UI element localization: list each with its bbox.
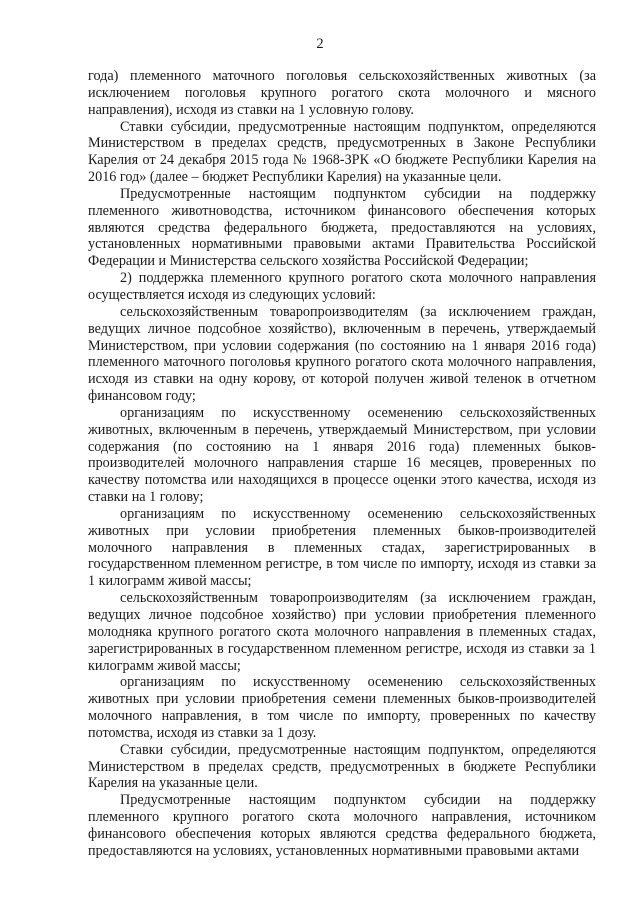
- page-number: 2: [316, 36, 324, 52]
- paragraph: организациям по искусственному осеменению сельскохозяйственных животных при условии приобретения племенных быков-производителей молочного направления в племенных стадах, зарегистрированных в государственном племенном регистре, в том числе по импорту, исходя из ставки за 1 килограмм живой массы;: [88, 505, 596, 590]
- body-text: [88, 68, 596, 860]
- paragraph: организациям по искусственному осеменению сельскохозяйственных животных при условии приобретения семени племенных быков-производителей молочного направления, в том числе по импорту, проверенных по качеству потомства, исходя из ставки за 1 дозу.: [88, 674, 596, 741]
- paragraph: Ставки субсидии, предусмотренные настоящим подпунктом, определяются Министерством в пределах средств, предусмотренных в Законе Республики Карелия от 24 декабря 2015 года № 1968-ЗРК «О бюджете Республики Карелия на 2016 год» (далее – бюджет Республики Карелия) на указанные цели.: [88, 118, 596, 186]
- paragraph: года) племенного маточного поголовья сельскохозяйственных животных (за исключением поголовья крупного рогатого скота молочного и мясного направления), исходя из ставки на 1 условную голову.: [88, 68, 596, 118]
- paragraph: Предусмотренные настоящим подпунктом субсидии на поддержку племенного крупного рогатого скота молочного направления, источником финансового обеспечения которых являются средства федерального бюджета, предоставляются на условиях, установленных нормативными правовыми актами: [88, 792, 596, 859]
- paragraph: 2) поддержка племенного крупного рогатого скота молочного направления осуществляется исходя из следующих условий:: [88, 270, 596, 303]
- paragraph: Ставки субсидии, предусмотренные настоящим подпунктом, определяются Министерством в пределах средств, предусмотренных в бюджете Республики Карелия на указанные цели.: [88, 741, 596, 792]
- paragraph: сельскохозяйственным товаропроизводителям (за исключением граждан, ведущих личное подсобное хозяйство), включенным в перечень, утверждаемый Министерством, при условии содержания (по состоянию на 1 января 2016 года) племенного маточного поголовья крупного рогатого скота молочного направления, исходя из ставки на одну корову, от которой получен живой теленок в отчетном финансовом году;: [88, 303, 596, 405]
- paragraph: Предусмотренные настоящим подпунктом субсидии на поддержку племенного животноводства, источником финансового обеспечения которых являются средства федерального бюджета, предоставляются на условиях, установленных нормативными правовыми актами Правительства Российской Федерации и Министерства сельского хозяйства Российской Федерации;: [88, 185, 596, 270]
- paragraph: организациям по искусственному осеменению сельскохозяйственных животных, включенным в перечень, утверждаемый Министерством, при условии содержания (по состоянию на 1 января 2016 года) племенных быков-производителей молочного направления старше 16 месяцев, проверенных по качеству потомства или находящихся в процессе оценки этого качества, исходя из ставки на 1 голову;: [88, 404, 596, 506]
- paragraph: сельскохозяйственным товаропроизводителям (за исключением граждан, ведущих личное подсобное хозяйство) при условии приобретения племенного молодняка крупного рогатого скота молочного направления в племенных стадах, зарегистрированных в государственном племенном регистре, исходя из ставки за 1 килограмм живой массы;: [88, 590, 596, 674]
